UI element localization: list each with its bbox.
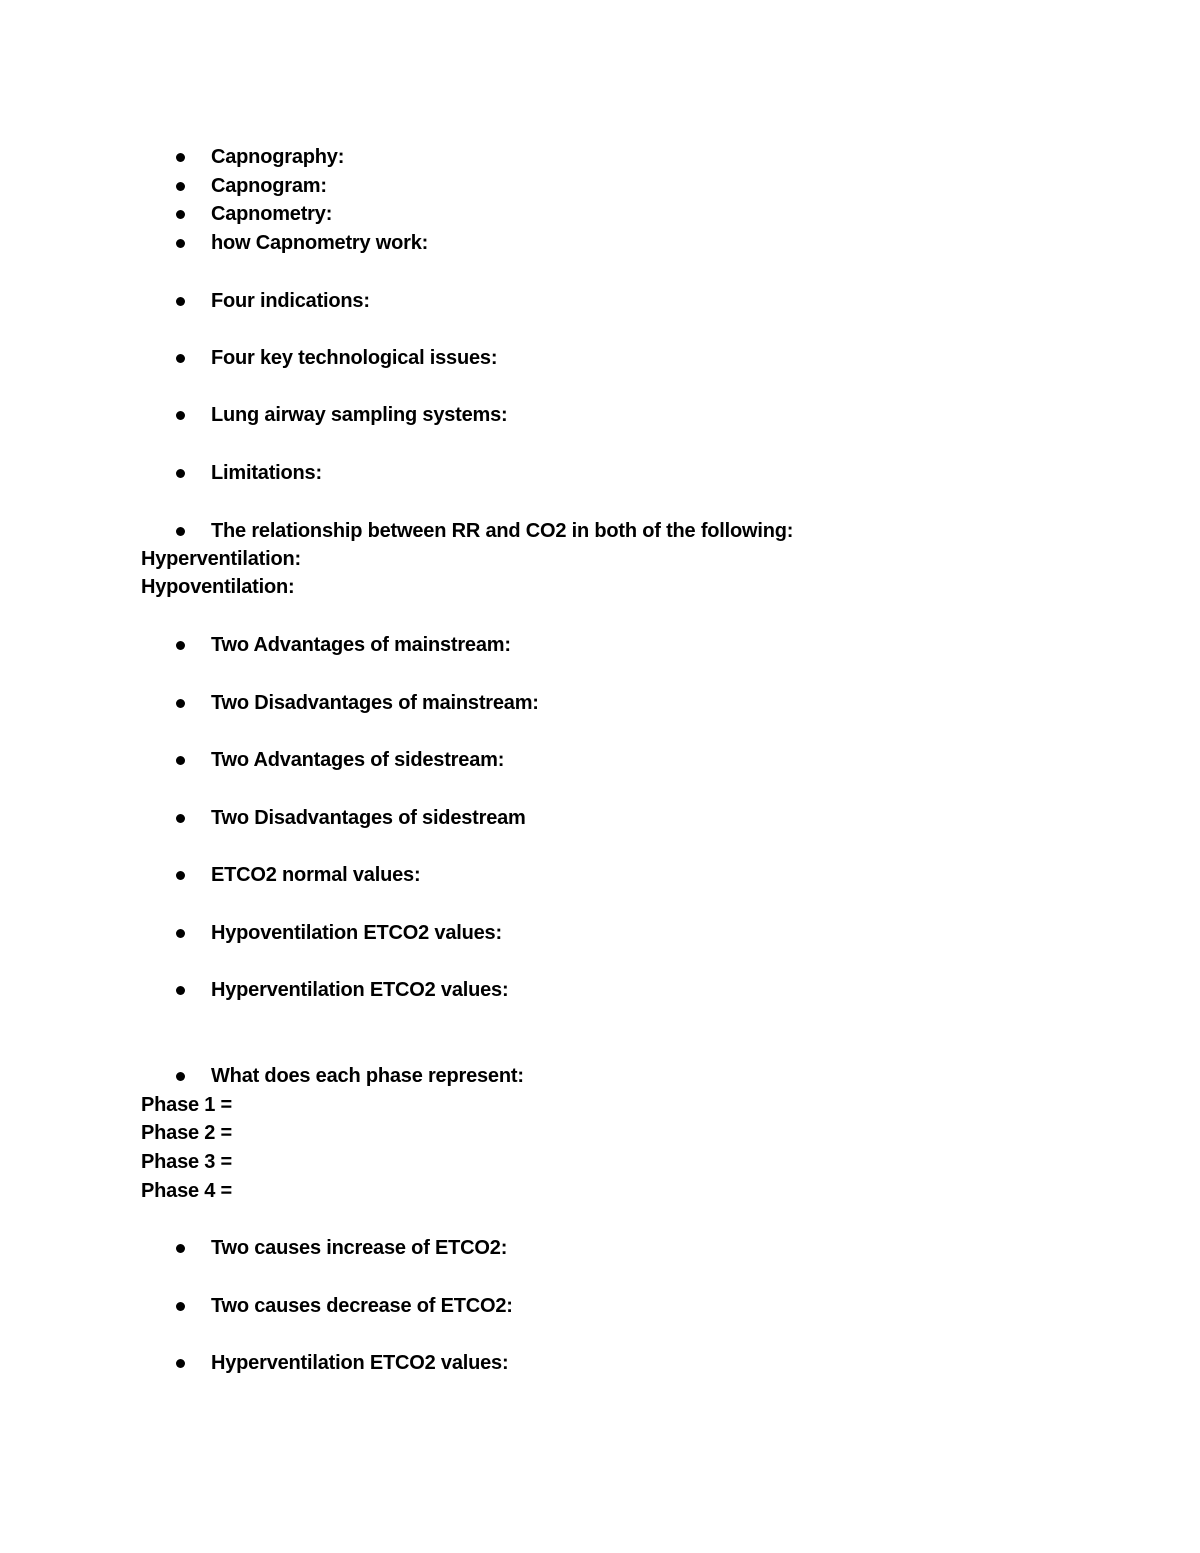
bullet-icon xyxy=(176,641,185,650)
bullet-icon xyxy=(176,1244,185,1253)
bullet-icon xyxy=(176,354,185,363)
list-item-text: Capnogram: xyxy=(211,175,327,197)
list-item-text: Hypoventilation ETCO2 values: xyxy=(211,922,502,944)
list-item-text: Hyperventilation ETCO2 values: xyxy=(211,979,509,1001)
list-item-text: Two Disadvantages of sidestream xyxy=(211,807,526,829)
bullet-icon xyxy=(176,411,185,420)
bullet-icon xyxy=(176,1072,185,1081)
sub-line: Hyperventilation: xyxy=(141,548,301,570)
bullet-icon xyxy=(176,297,185,306)
bullet-icon xyxy=(176,182,185,191)
list-item-text: how Capnometry work: xyxy=(211,232,429,254)
list-item-text: Two causes increase of ETCO2: xyxy=(211,1237,508,1259)
list-item-text: Two causes decrease of ETCO2: xyxy=(211,1295,513,1317)
list-item-text: The relationship between RR and CO2 in both of the following: xyxy=(211,520,794,542)
sub-line: Phase 3 = xyxy=(141,1151,233,1173)
bullet-icon xyxy=(176,814,185,823)
sub-line: Hypoventilation: xyxy=(141,576,295,598)
bullet-icon xyxy=(176,1302,185,1311)
list-item-text: Two Disadvantages of mainstream: xyxy=(211,692,539,714)
bullet-icon xyxy=(176,986,185,995)
sub-line: Phase 2 = xyxy=(141,1122,233,1144)
list-item-text: Capnography: xyxy=(211,146,345,168)
bullet-icon xyxy=(176,210,185,219)
list-item-text: Hyperventilation ETCO2 values: xyxy=(211,1352,509,1374)
list-item-text: Four indications: xyxy=(211,290,370,312)
list-item-text: Limitations: xyxy=(211,462,322,484)
sub-line: Phase 4 = xyxy=(141,1180,233,1202)
sub-line: Phase 1 = xyxy=(141,1094,233,1116)
list-item-text: Four key technological issues: xyxy=(211,347,498,369)
list-item-text: ETCO2 normal values: xyxy=(211,864,421,886)
list-item-text: What does each phase represent: xyxy=(211,1065,524,1087)
bullet-icon xyxy=(176,699,185,708)
bullet-icon xyxy=(176,527,185,536)
bullet-icon xyxy=(176,756,185,765)
list-item-text: Capnometry: xyxy=(211,203,333,225)
bullet-icon xyxy=(176,469,185,478)
list-item-text: Two Advantages of sidestream: xyxy=(211,749,505,771)
bullet-icon xyxy=(176,871,185,880)
list-item-text: Two Advantages of mainstream: xyxy=(211,634,511,656)
bullet-icon xyxy=(176,1359,185,1368)
bullet-icon xyxy=(176,153,185,162)
bullet-icon xyxy=(176,929,185,938)
bullet-icon xyxy=(176,239,185,248)
list-item-text: Lung airway sampling systems: xyxy=(211,404,508,426)
